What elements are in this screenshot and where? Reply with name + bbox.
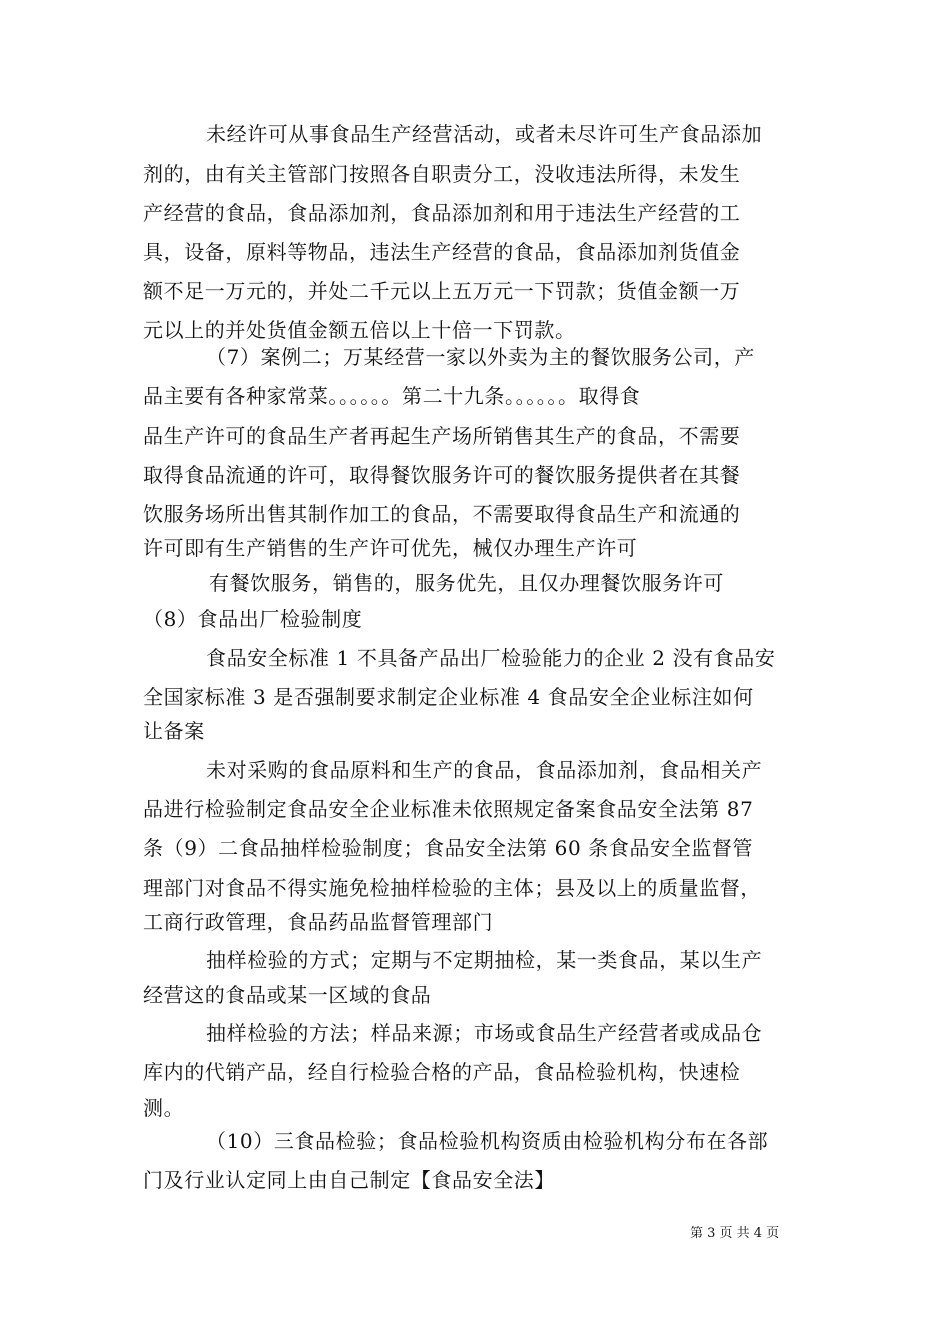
text-line: 剂的，由有关主管部门按照各自职责分工，没收违法所得，未发生	[143, 162, 741, 186]
text-line: 品进行检验制定食品安全企业标准未依照规定备案食品安全法第 87	[143, 797, 754, 821]
text-line: 品主要有各种家常菜。。。。。。第二十九条。。。。。。取得食	[143, 384, 641, 408]
text-line: 条（9）二食品抽样检验制度；食品安全法第 60 条食品安全监督管	[143, 836, 754, 860]
text-line: 让备案	[143, 719, 205, 743]
text-line: 元以上的并处货值金额五倍以上十倍一下罚款。	[143, 318, 576, 342]
text-line: （10）三食品检验；食品检验机构资质由检验机构分布在各部	[206, 1129, 769, 1153]
text-line: 抽样检验的方法；样品来源；市场或食品生产经营者或成品仓	[206, 1021, 763, 1045]
text-line: 门及行业认定同上由自己制定【食品安全法】	[143, 1168, 555, 1192]
page-number: 第 3 页 共 4 页	[690, 1226, 780, 1241]
text-line: 饮服务场所出售其制作加工的食品，不需要取得食品生产和流通的	[143, 502, 741, 526]
text-line: 食品安全标准 1 不具备产品出厂检验能力的企业 2 没有食品安	[206, 646, 776, 670]
text-line: 理部门对食品不得实施免检抽样检验的主体；县及以上的质量监督，	[143, 876, 761, 900]
text-line: （8）食品出厂检验制度	[143, 607, 363, 631]
text-line: 具，设备，原料等物品，违法生产经营的食品，食品添加剂货值金	[143, 240, 741, 264]
text-line: 测。	[143, 1096, 185, 1120]
text-line: 全国家标准 3 是否强制要求制定企业标准 4 食品安全企业标注如何	[143, 685, 754, 709]
text-line: 许可即有生产销售的生产许可优先，械仅办理生产许可	[143, 536, 638, 560]
text-line: 未经许可从事食品生产经营活动，或者未尽许可生产食品添加	[206, 122, 763, 146]
text-line: 有餐饮服务，销售的，服务优先，且仅办理餐饮服务许可	[209, 571, 724, 595]
text-line: （7）案例二；万某经营一家以外卖为主的餐饮服务公司，产	[206, 345, 755, 369]
text-line: 未对采购的食品原料和生产的食品，食品添加剂，食品相关产	[206, 758, 763, 782]
text-line: 经营这的食品或某一区域的食品	[143, 983, 432, 1007]
text-line: 抽样检验的方式；定期与不定期抽检，某一类食品，某以生产	[206, 948, 763, 972]
text-line: 工商行政管理，食品药品监督管理部门	[143, 910, 494, 934]
text-line: 产经营的食品，食品添加剂，食品添加剂和用于违法生产经营的工	[143, 201, 741, 225]
text-line: 取得食品流通的许可，取得餐饮服务许可的餐饮服务提供者在其餐	[143, 463, 741, 487]
text-line: 额不足一万元的，并处二千元以上五万元一下罚款；货值金额一万	[143, 279, 741, 303]
text-line: 库内的代销产品，经自行检验合格的产品，食品检验机构，快速检	[143, 1060, 741, 1084]
text-line: 品生产许可的食品生产者再起生产场所销售其生产的食品，不需要	[143, 424, 741, 448]
